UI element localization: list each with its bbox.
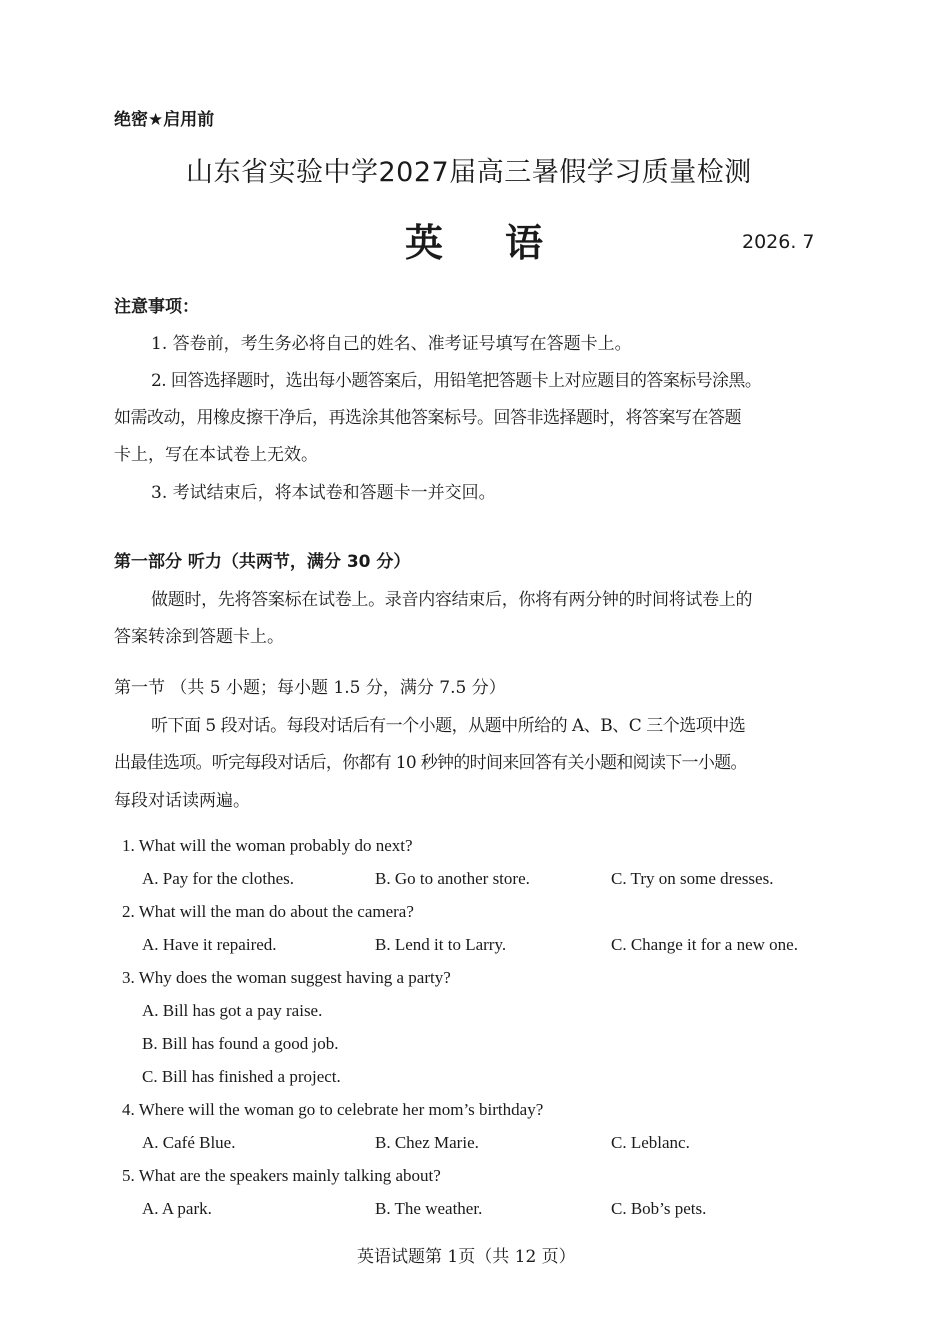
notice-item-3: 3. 考试结束后，将本试卷和答题卡一并交回。 [151, 483, 496, 503]
question-3-option-b: B. Bill has found a good job. [142, 1034, 339, 1053]
notice-item-1: 1. 答卷前，考生务必将自己的姓名、准考证号填写在答题卡上。 [151, 334, 632, 354]
question-1-option-c: C. Try on some dresses. [611, 869, 774, 888]
question-2-stem: 2. What will the man do about the camera? [122, 902, 414, 921]
question-4-option-b: B. Chez Marie. [375, 1133, 479, 1152]
part1-instruction-line-2: 答案转涂到答题卡上。 [114, 627, 284, 647]
question-3-option-a: A. Bill has got a pay raise. [142, 1001, 323, 1020]
section1-instruction-line-2: 出最佳选项。听完每段对话后，你都有 10 秒钟的时间来回答有关小题和阅读下一小题。 [114, 753, 747, 773]
question-3-stem: 3. Why does the woman suggest having a party? [122, 968, 451, 987]
question-3-option-c: C. Bill has finished a project. [142, 1067, 341, 1086]
question-1-stem: 1. What will the woman probably do next? [122, 836, 413, 855]
question-2-option-a: A. Have it repaired. [142, 935, 277, 954]
section1-instruction: 听下面 5 段对话。每段对话后有一个小题，从题中所给的 A、B、C 三个选项中选 [151, 716, 746, 736]
subject-title-char-2: 语 [505, 220, 544, 265]
question-5-option-a: A. A park. [142, 1199, 212, 1218]
question-2-option-b: B. Lend it to Larry. [375, 935, 507, 954]
notice-item-2-line-3: 卡上，写在本试卷上无效。 [114, 445, 318, 465]
exam-date: 2026. 7 [742, 231, 815, 253]
question-1-option-b: B. Go to another store. [375, 869, 530, 888]
notice-item-2: 2. 回答选择题时，选出每小题答案后，用铅笔把答题卡上对应题目的答案标号涂黑。 [151, 371, 762, 391]
question-5-option-b: B. The weather. [375, 1199, 483, 1218]
question-1-option-a: A. Pay for the clothes. [142, 869, 295, 888]
subject-title-char-1: 英 [405, 220, 444, 265]
question-4-option-a: A. Café Blue. [142, 1133, 236, 1152]
page-footer: 英语试题第 1页（共 12 页） [357, 1247, 576, 1267]
question-4-stem: 4. Where will the woman go to celebrate her mom’s birthday? [122, 1100, 544, 1119]
section1-instruction-line-3: 每段对话读两遍。 [114, 791, 250, 811]
section1-heading: 第一节 （共 5 小题；每小题 1.5 分，满分 7.5 分） [114, 678, 506, 698]
part1-instruction: 做题时，先将答案标在试卷上。录音内容结束后，你将有两分钟的时间将试卷上的 [151, 590, 753, 610]
question-4-option-c: C. Leblanc. [611, 1133, 690, 1152]
question-5-stem: 5. What are the speakers mainly talking about? [122, 1166, 441, 1185]
exam-title: 山东省实验中学2027届高三暑假学习质量检测 [186, 157, 752, 188]
confidential-label: 绝密★启用前 [114, 110, 215, 130]
notice-heading: 注意事项： [114, 297, 199, 317]
notice-item-2-line-2: 如需改动，用橡皮擦干净后，再选涂其他答案标号。回答非选择题时，将答案写在答题 [114, 408, 741, 428]
question-2-option-c: C. Change it for a new one. [611, 935, 798, 954]
question-5-option-c: C. Bob’s pets. [611, 1199, 707, 1218]
part1-heading: 第一部分 听力（共两节，满分 30 分） [114, 552, 411, 572]
